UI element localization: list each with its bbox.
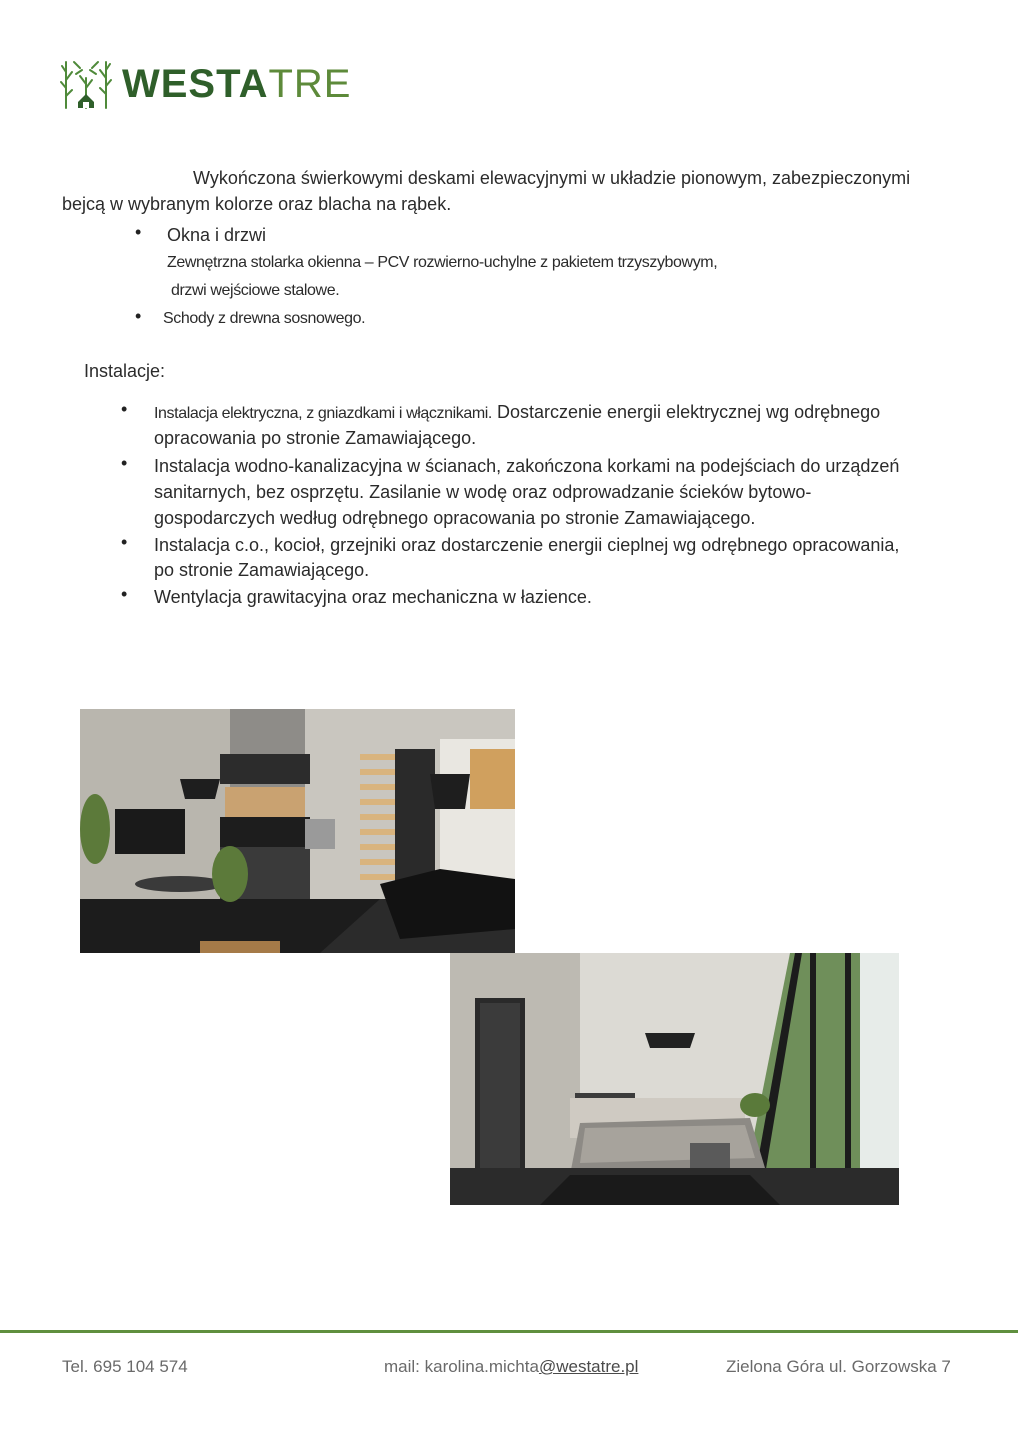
okna-drzwi-title: Okna i drzwi	[167, 225, 267, 245]
bedroom-illustration	[450, 953, 899, 1205]
bullet-icon: •	[121, 584, 128, 604]
footer-mail-link[interactable]: @westatre.pl	[538, 1357, 639, 1376]
install-item-2-line-3: gospodarczych według odrębnego opracowania po stronie Zamawiającego.	[154, 508, 756, 528]
install-item-1-line-2: opracowania po stronie Zamawiającego.	[154, 428, 477, 448]
bullet-icon: •	[121, 532, 128, 552]
intro-line-1: Wykończona świerkowymi deskami elewacyjnymi w układzie pionowym, zabezpieczonymi	[193, 168, 911, 188]
footer-phone: Tel. 695 104 574	[62, 1357, 188, 1376]
footer-mail	[384, 1357, 638, 1377]
footer-divider	[0, 1330, 1018, 1333]
bullet-icon: •	[135, 306, 142, 326]
bullet-icon: •	[135, 222, 142, 242]
okna-drzwi-line-2: drzwi wejściowe stalowe.	[171, 282, 340, 299]
brand-name-light: TRE	[268, 62, 352, 106]
living-room-illustration	[80, 709, 515, 953]
install-item-3-line-2: po stronie Zamawiającego.	[154, 560, 370, 580]
install-item-4-line-1: Wentylacja grawitacyjna oraz mechaniczna w łazience.	[154, 587, 592, 607]
bedroom-photo	[450, 953, 899, 1205]
install-item-1-line-1	[154, 399, 880, 427]
footer-mail-prefix: mail: karolina.michta	[384, 1357, 539, 1376]
install-item-2-line-2: sanitarnych, bez osprzętu. Zasilanie w wodę oraz odprowadzanie ścieków bytowo-	[154, 482, 812, 502]
install-item-2-line-1: Instalacja wodno-kanalizacyjna w ścianach, zakończona korkami na podejściach do urządzeń	[154, 456, 900, 476]
okna-drzwi-line-1: Zewnętrzna stolarka okienna – PCV rozwierno-uchylne z pakietem trzyszybowym,	[167, 254, 718, 271]
bullet-icon: •	[121, 453, 128, 473]
intro-line-2: bejcą w wybranym kolorze oraz blacha na rąbek.	[62, 194, 452, 214]
install-item-1-condensed: Instalacja elektryczna, z gniazdkami i włącznikami.	[154, 405, 492, 422]
bullet-icon: •	[121, 399, 128, 419]
footer-address: Zielona Góra ul. Gorzowska 7	[726, 1357, 951, 1376]
install-item-3-line-1: Instalacja c.o., kocioł, grzejniki oraz dostarczenie energii cieplnej wg odrębnego opracowania,	[154, 535, 900, 555]
instalacje-heading: Instalacje:	[84, 361, 166, 381]
brand-name	[122, 64, 351, 104]
install-item-1-rest: Dostarczenie energii elektrycznej wg odrębnego	[491, 402, 881, 422]
living-room-photo	[80, 709, 515, 953]
tree-house-logo-icon	[60, 58, 112, 110]
brand-name-bold: WESTA	[122, 62, 269, 106]
schody-text: Schody z drewna sosnowego.	[163, 310, 366, 327]
company-logo	[60, 58, 351, 110]
